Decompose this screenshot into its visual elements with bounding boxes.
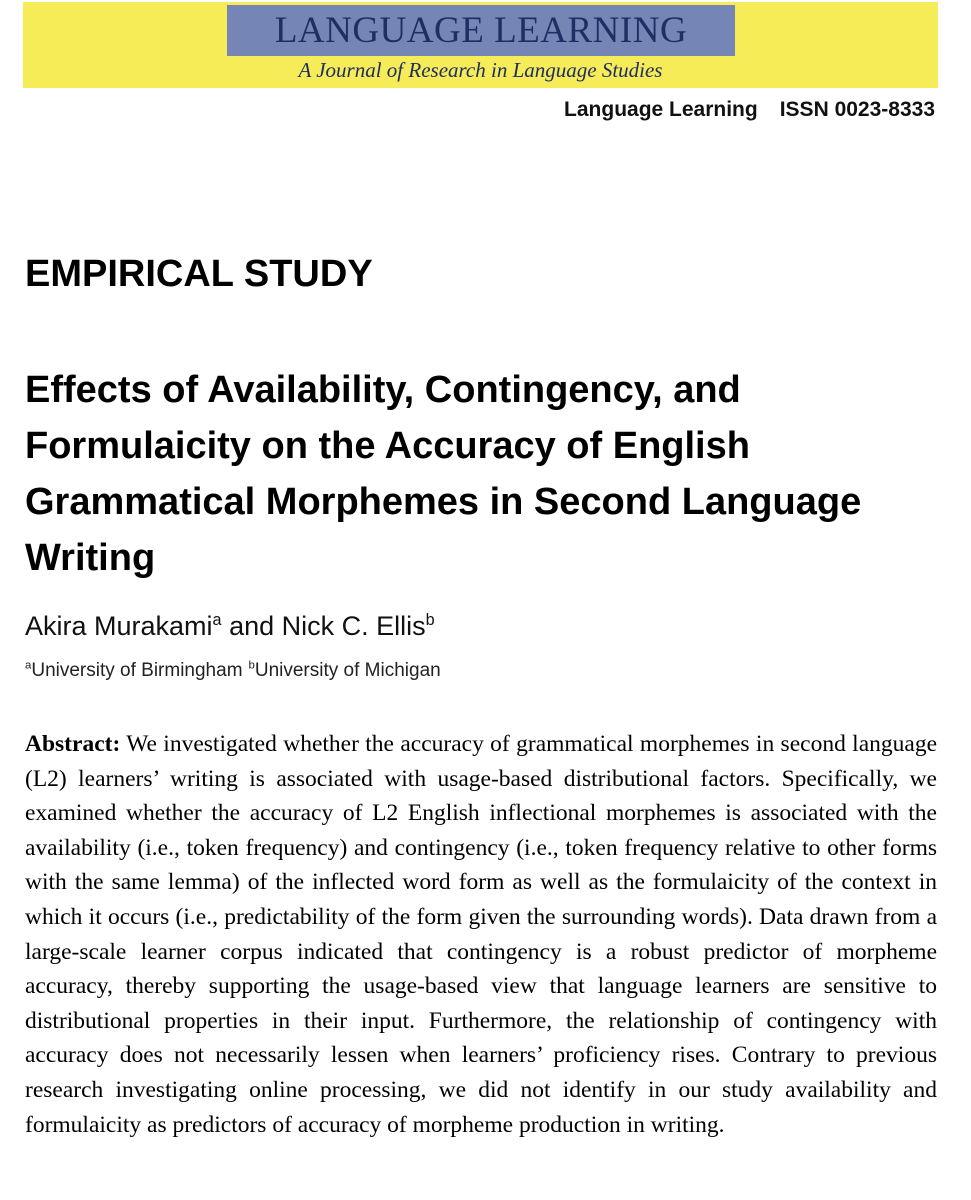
section-label: EMPIRICAL STUDY: [25, 253, 373, 295]
affiliation-mark: a: [212, 611, 222, 629]
abstract-label: Abstract:: [25, 731, 121, 757]
affiliation-name: University of Michigan: [254, 660, 441, 681]
affiliation-name: University of Birmingham: [31, 660, 243, 681]
affiliation: [249, 660, 441, 681]
journal-banner: [23, 2, 938, 88]
author-list: [25, 610, 435, 642]
affiliation-mark: b: [248, 659, 255, 672]
affiliation-mark: a: [25, 659, 32, 672]
issn-number: ISSN 0023-8333: [779, 98, 935, 121]
affiliation-mark: b: [425, 611, 435, 629]
author-joiner: and: [229, 611, 275, 641]
author-name: Nick C. Ellis: [281, 611, 426, 641]
affiliation: [25, 660, 243, 681]
abstract: [25, 727, 937, 1142]
author-name: Akira Murakami: [25, 611, 213, 641]
affiliation-list: [25, 660, 441, 683]
abstract-text: We investigated whether the accuracy of grammatical morphemes in second language (L2) learners’ writing is associated with usage-based distributional factors. Specifically, we examined whether the accuracy of L2 English inflectional morphemes is associated with the availability (i.e., token frequency) and contingency (i.e., token frequency relative to other forms with the same lemma) of the inflected word form as well as the formulaicity of the context in which it occurs (i.e., predictability of the form given the surrounding words). Data drawn from a large-scale learner corpus indicated that contingency is a robust predictor of morpheme accuracy, thereby supporting the usage-based view that language learners are sensitive to distributional properties in their input. Furthermore, the relationship of contingency with accuracy does not necessarily lessen when learners’ proficiency rises. Contrary to previous research investigating online processing, we did not identify in our study availability and formulaicity as predictors of accuracy of morpheme production in writing.: [25, 731, 937, 1138]
journal-title: LANGUAGE LEARNING: [274, 10, 688, 51]
journal-subtitle: A Journal of Research in Language Studies: [298, 58, 663, 82]
journal-issn-line: [564, 98, 935, 122]
journal-name: Language Learning: [564, 98, 758, 121]
journal-title-box: [227, 5, 735, 56]
article-title: Effects of Availability, Contingency, and Formulaicity on the Accuracy of English Grammatical Morphemes in Second Language Writing: [25, 369, 862, 579]
